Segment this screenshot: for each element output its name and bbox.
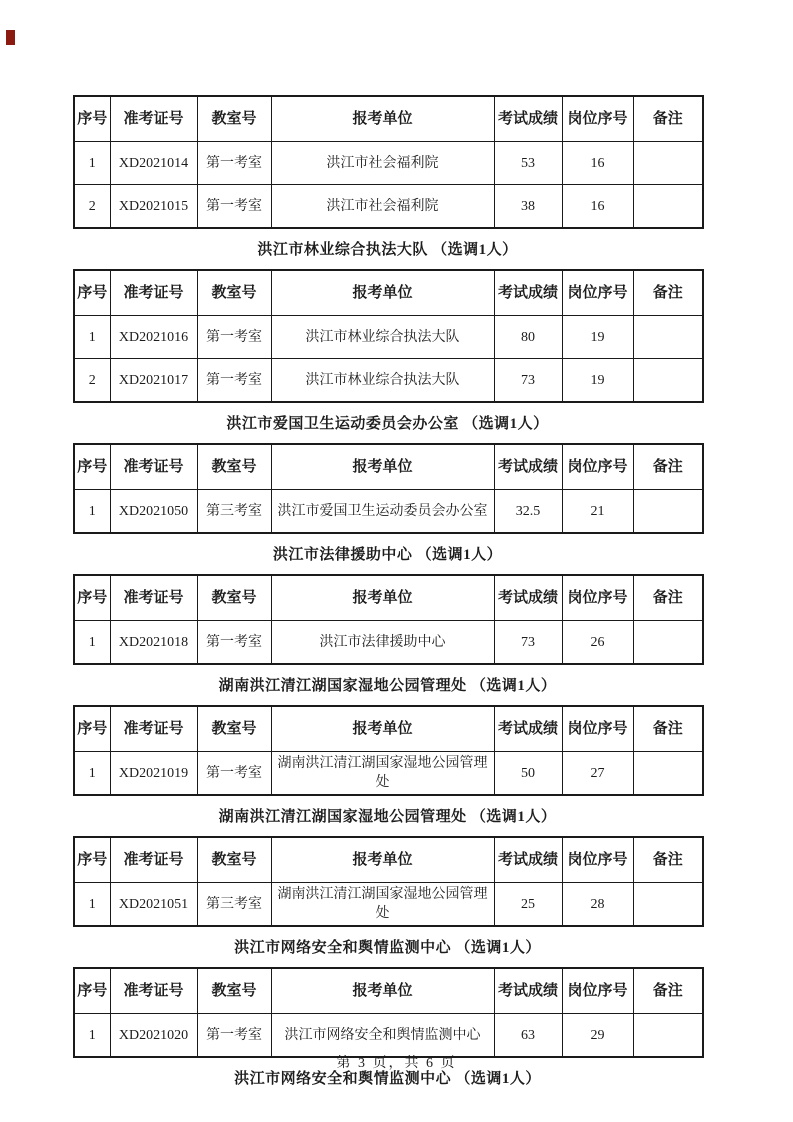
table-cell: 第一考室 — [197, 185, 271, 229]
column-header: 岗位序号 — [562, 444, 633, 490]
results-table — [73, 967, 704, 1058]
column-header: 准考证号 — [110, 575, 197, 621]
table-cell: 洪江市社会福利院 — [271, 185, 494, 229]
section-title: 洪江市网络安全和舆情监测中心 （选调1人） — [234, 940, 541, 956]
results-table — [73, 95, 704, 229]
column-header: 教室号 — [197, 270, 271, 316]
table-cell: XD2021017 — [110, 359, 197, 403]
table-cell: 洪江市林业综合执法大队 — [271, 316, 494, 359]
table-header-row — [74, 444, 703, 490]
column-header: 序号 — [74, 270, 110, 316]
column-header: 考试成绩 — [494, 270, 562, 316]
table-row — [74, 1014, 703, 1058]
table-cell: XD2021050 — [110, 490, 197, 534]
column-header: 教室号 — [197, 837, 271, 883]
table-cell: 洪江市爱国卫生运动委员会办公室 — [271, 490, 494, 534]
table-cell: 2 — [74, 185, 110, 229]
column-header: 备注 — [633, 575, 703, 621]
table-cell: 湖南洪江清江湖国家湿地公园管理处 — [271, 752, 494, 796]
table-cell: 第一考室 — [197, 316, 271, 359]
table-cell: 63 — [494, 1014, 562, 1058]
column-header: 准考证号 — [110, 706, 197, 752]
column-header: 准考证号 — [110, 270, 197, 316]
column-header: 报考单位 — [271, 968, 494, 1014]
column-header: 教室号 — [197, 575, 271, 621]
table-cell: 1 — [74, 316, 110, 359]
results-table — [73, 836, 704, 927]
column-header: 报考单位 — [271, 706, 494, 752]
table-cell: 28 — [562, 883, 633, 927]
table-cell: 19 — [562, 316, 633, 359]
column-header: 序号 — [74, 96, 110, 142]
column-header: 备注 — [633, 96, 703, 142]
table-cell — [633, 752, 703, 796]
table-cell: XD2021019 — [110, 752, 197, 796]
table-cell: 第一考室 — [197, 142, 271, 185]
table-cell: 洪江市社会福利院 — [271, 142, 494, 185]
table-cell: 38 — [494, 185, 562, 229]
column-header: 岗位序号 — [562, 968, 633, 1014]
table-row — [74, 752, 703, 796]
table-cell: XD2021020 — [110, 1014, 197, 1058]
table-header-row — [74, 706, 703, 752]
column-header: 报考单位 — [271, 96, 494, 142]
column-header: 教室号 — [197, 96, 271, 142]
table-row — [74, 142, 703, 185]
results-table — [73, 443, 704, 534]
table-cell: 洪江市法律援助中心 — [271, 621, 494, 665]
table-cell: 1 — [74, 883, 110, 927]
column-header: 备注 — [633, 968, 703, 1014]
table-cell: 73 — [494, 621, 562, 665]
table-row — [74, 621, 703, 665]
column-header: 岗位序号 — [562, 96, 633, 142]
column-header: 准考证号 — [110, 968, 197, 1014]
column-header: 报考单位 — [271, 444, 494, 490]
table-cell: 21 — [562, 490, 633, 534]
column-header: 教室号 — [197, 706, 271, 752]
table-cell: 洪江市林业综合执法大队 — [271, 359, 494, 403]
table-cell — [633, 185, 703, 229]
column-header: 备注 — [633, 837, 703, 883]
column-header: 考试成绩 — [494, 968, 562, 1014]
table-header-row — [74, 96, 703, 142]
table-cell: 第一考室 — [197, 1014, 271, 1058]
table-cell: 洪江市网络安全和舆情监测中心 — [271, 1014, 494, 1058]
table-cell: XD2021018 — [110, 621, 197, 665]
table-cell: 16 — [562, 142, 633, 185]
table-cell: 27 — [562, 752, 633, 796]
table-cell: 53 — [494, 142, 562, 185]
table-cell: 19 — [562, 359, 633, 403]
results-table — [73, 269, 704, 403]
column-header: 报考单位 — [271, 837, 494, 883]
document-content — [73, 0, 702, 1088]
table-cell: 25 — [494, 883, 562, 927]
column-header: 考试成绩 — [494, 706, 562, 752]
column-header: 备注 — [633, 706, 703, 752]
table-cell: 16 — [562, 185, 633, 229]
column-header: 考试成绩 — [494, 444, 562, 490]
table-cell: 1 — [74, 142, 110, 185]
table-row — [74, 359, 703, 403]
table-cell: 湖南洪江清江湖国家湿地公园管理处 — [271, 883, 494, 927]
column-header: 岗位序号 — [562, 270, 633, 316]
section-title: 湖南洪江清江湖国家湿地公园管理处 （选调1人） — [218, 809, 557, 825]
table-cell: 26 — [562, 621, 633, 665]
table-cell: XD2021016 — [110, 316, 197, 359]
table-cell: 1 — [74, 621, 110, 665]
table-cell — [633, 316, 703, 359]
table-cell — [633, 621, 703, 665]
column-header: 准考证号 — [110, 96, 197, 142]
table-cell — [633, 1014, 703, 1058]
column-header: 考试成绩 — [494, 575, 562, 621]
column-header: 序号 — [74, 444, 110, 490]
table-cell — [633, 359, 703, 403]
results-table — [73, 705, 704, 796]
column-header: 岗位序号 — [562, 706, 633, 752]
table-cell: 73 — [494, 359, 562, 403]
table-cell: XD2021014 — [110, 142, 197, 185]
table-cell: 第三考室 — [197, 883, 271, 927]
table-cell: XD2021015 — [110, 185, 197, 229]
column-header: 准考证号 — [110, 444, 197, 490]
results-table — [73, 574, 704, 665]
section-title: 洪江市网络安全和舆情监测中心 （选调1人） — [234, 1071, 541, 1087]
table-cell: XD2021051 — [110, 883, 197, 927]
column-header: 备注 — [633, 270, 703, 316]
table-cell: 第一考室 — [197, 621, 271, 665]
table-header-row — [74, 575, 703, 621]
column-header: 岗位序号 — [562, 837, 633, 883]
table-cell: 29 — [562, 1014, 633, 1058]
table-cell: 32.5 — [494, 490, 562, 534]
column-header: 序号 — [74, 706, 110, 752]
table-header-row — [74, 270, 703, 316]
table-cell: 1 — [74, 490, 110, 534]
table-cell — [633, 142, 703, 185]
table-row — [74, 316, 703, 359]
section-title: 洪江市爱国卫生运动委员会办公室 （选调1人） — [226, 416, 549, 432]
corner-mark — [6, 30, 15, 45]
table-cell: 50 — [494, 752, 562, 796]
table-cell — [633, 883, 703, 927]
section-title: 洪江市法律援助中心 （选调1人） — [272, 547, 503, 563]
table-cell: 80 — [494, 316, 562, 359]
section-title: 湖南洪江清江湖国家湿地公园管理处 （选调1人） — [218, 678, 557, 694]
table-cell: 1 — [74, 752, 110, 796]
table-cell: 2 — [74, 359, 110, 403]
table-cell: 第三考室 — [197, 490, 271, 534]
column-header: 准考证号 — [110, 837, 197, 883]
column-header: 教室号 — [197, 444, 271, 490]
sections — [73, 95, 702, 1088]
column-header: 序号 — [74, 837, 110, 883]
column-header: 考试成绩 — [494, 96, 562, 142]
column-header: 岗位序号 — [562, 575, 633, 621]
table-cell: 第一考室 — [197, 752, 271, 796]
column-header: 教室号 — [197, 968, 271, 1014]
column-header: 序号 — [74, 968, 110, 1014]
table-header-row — [74, 837, 703, 883]
section-title: 洪江市林业综合执法大队 （选调1人） — [257, 242, 518, 258]
table-cell: 1 — [74, 1014, 110, 1058]
page-number-footer: 第 3 页，共 6 页 — [336, 1056, 457, 1071]
column-header: 序号 — [74, 575, 110, 621]
column-header: 报考单位 — [271, 270, 494, 316]
column-header: 报考单位 — [271, 575, 494, 621]
table-cell: 第一考室 — [197, 359, 271, 403]
table-cell — [633, 490, 703, 534]
column-header: 考试成绩 — [494, 837, 562, 883]
table-row — [74, 490, 703, 534]
table-row — [74, 883, 703, 927]
table-row — [74, 185, 703, 229]
column-header: 备注 — [633, 444, 703, 490]
table-header-row — [74, 968, 703, 1014]
